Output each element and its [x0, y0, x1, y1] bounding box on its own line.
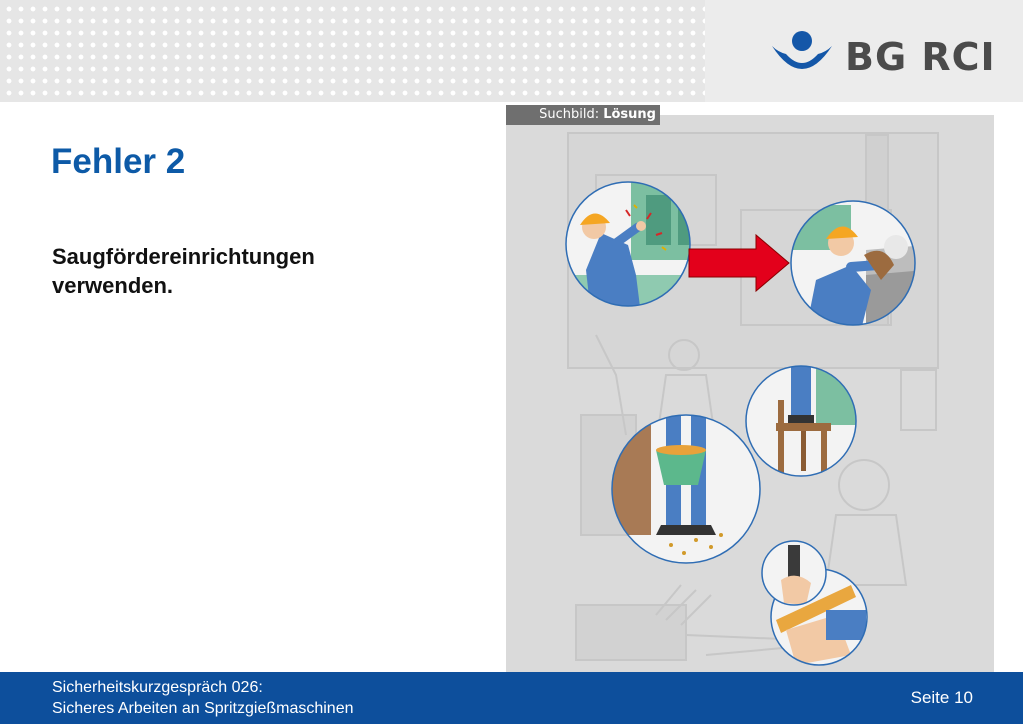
- footer-talk-number: Sicherheitskurzgespräch 026:: [52, 679, 263, 696]
- bg-rci-logo: [770, 30, 996, 82]
- header-band: [0, 0, 1023, 102]
- caption-solution: Lösung: [603, 107, 656, 122]
- footer-talk-title: Sicheres Arbeiten an Spritzgießmaschinen: [52, 700, 354, 717]
- dot-pattern: [0, 0, 705, 102]
- body-line-2: verwenden.: [52, 273, 174, 298]
- slide-title: Fehler 2: [51, 142, 186, 181]
- caption-prefix: Suchbild:: [539, 107, 604, 122]
- slide-body: [52, 242, 432, 300]
- search-picture: [506, 115, 994, 672]
- bg-rci-logo-icon: [770, 30, 834, 82]
- body-line-1: Saugfördereinrichtungen: [52, 244, 315, 269]
- footer-bar: [0, 672, 1023, 724]
- image-caption: [506, 105, 660, 125]
- brand-name: BG RCI: [845, 35, 996, 79]
- page-number: Seite 10: [910, 688, 973, 707]
